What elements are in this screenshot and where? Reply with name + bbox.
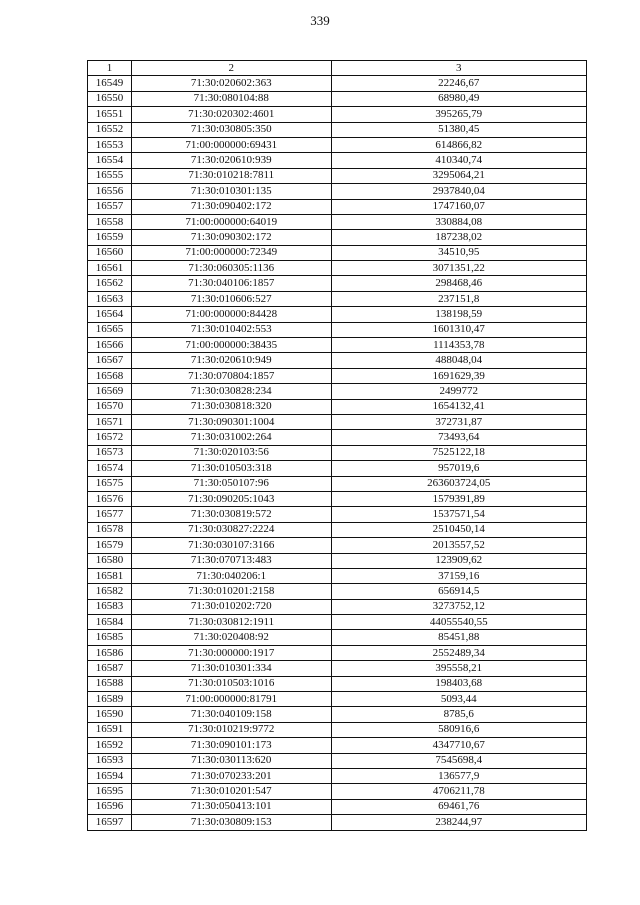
value-cell: 957019,6 [331, 461, 586, 476]
table-row [88, 230, 587, 245]
value-cell: 198403,68 [331, 676, 586, 691]
table-row [88, 615, 587, 630]
table-row [88, 707, 587, 722]
table-row [88, 476, 587, 491]
value-cell: 410340,74 [331, 153, 586, 168]
row-number-cell: 16553 [88, 137, 132, 152]
cadastral-number-cell: 71:30:010503:1016 [131, 676, 331, 691]
value-cell: 330884,08 [331, 214, 586, 229]
row-number-cell: 16560 [88, 245, 132, 260]
cadastral-number-cell: 71:30:030827:2224 [131, 522, 331, 537]
row-number-cell: 16567 [88, 353, 132, 368]
cadastral-number-cell: 71:00:000000:64019 [131, 214, 331, 229]
table-row [88, 491, 587, 506]
row-number-cell: 16587 [88, 661, 132, 676]
value-cell: 73493,64 [331, 430, 586, 445]
value-cell: 123909,62 [331, 553, 586, 568]
value-cell: 2013557,52 [331, 538, 586, 553]
cadastral-number-cell: 71:00:000000:72349 [131, 245, 331, 260]
row-number-cell: 16593 [88, 753, 132, 768]
cadastral-number-cell: 71:00:000000:69431 [131, 137, 331, 152]
row-number-cell: 16551 [88, 107, 132, 122]
value-cell: 237151,8 [331, 291, 586, 306]
cadastral-number-cell: 71:00:000000:84428 [131, 307, 331, 322]
cadastral-number-cell: 71:30:050107:96 [131, 476, 331, 491]
value-cell: 2937840,04 [331, 184, 586, 199]
value-cell: 238244,97 [331, 815, 586, 830]
cadastral-number-cell: 71:30:010201:547 [131, 784, 331, 799]
value-cell: 1654132,41 [331, 399, 586, 414]
value-cell: 263603724,05 [331, 476, 586, 491]
table-row [88, 122, 587, 137]
table-row [88, 599, 587, 614]
table-row [88, 153, 587, 168]
value-cell: 4347710,67 [331, 738, 586, 753]
cadastral-number-cell: 71:30:040206:1 [131, 568, 331, 583]
table-row [88, 91, 587, 106]
row-number-cell: 16580 [88, 553, 132, 568]
cadastral-number-cell: 71:00:000000:81791 [131, 692, 331, 707]
table-row [88, 692, 587, 707]
table-row [88, 445, 587, 460]
value-cell: 44055540,55 [331, 615, 586, 630]
cadastral-number-cell: 71:30:030828:234 [131, 384, 331, 399]
table-row [88, 261, 587, 276]
table-row [88, 199, 587, 214]
table-row [88, 815, 587, 830]
row-number-cell: 16570 [88, 399, 132, 414]
value-cell: 1537571,54 [331, 507, 586, 522]
table-row [88, 184, 587, 199]
value-cell: 1601310,47 [331, 322, 586, 337]
table-row [88, 214, 587, 229]
row-number-cell: 16586 [88, 645, 132, 660]
row-number-cell: 16596 [88, 799, 132, 814]
value-cell: 138198,59 [331, 307, 586, 322]
cadastral-number-cell: 71:30:010301:135 [131, 184, 331, 199]
table-body [88, 76, 587, 830]
table-row [88, 584, 587, 599]
table-row [88, 507, 587, 522]
row-number-cell: 16556 [88, 184, 132, 199]
cadastral-number-cell: 71:30:010201:2158 [131, 584, 331, 599]
cadastral-number-cell: 71:30:010606:527 [131, 291, 331, 306]
table-row [88, 661, 587, 676]
table-row [88, 168, 587, 183]
row-number-cell: 16581 [88, 568, 132, 583]
table-row [88, 307, 587, 322]
value-cell: 51380,45 [331, 122, 586, 137]
table-row [88, 322, 587, 337]
table-row [88, 784, 587, 799]
cadastral-number-cell: 71:30:020610:949 [131, 353, 331, 368]
cadastral-number-cell: 71:30:040106:1857 [131, 276, 331, 291]
cadastral-number-cell: 71:30:030812:1911 [131, 615, 331, 630]
cadastral-number-cell: 71:00:000000:38435 [131, 338, 331, 353]
row-number-cell: 16577 [88, 507, 132, 522]
row-number-cell: 16594 [88, 768, 132, 783]
cadastral-number-cell: 71:30:090301:1004 [131, 414, 331, 429]
value-cell: 395265,79 [331, 107, 586, 122]
row-number-cell: 16557 [88, 199, 132, 214]
cadastral-number-cell: 71:30:090205:1043 [131, 491, 331, 506]
value-cell: 488048,04 [331, 353, 586, 368]
row-number-cell: 16585 [88, 630, 132, 645]
column-header-2: 2 [131, 61, 331, 76]
value-cell: 1579391,89 [331, 491, 586, 506]
cadastral-number-cell: 71:30:050413:101 [131, 799, 331, 814]
cadastral-number-cell: 71:30:020610:939 [131, 153, 331, 168]
cadastral-number-cell: 71:30:000000:1917 [131, 645, 331, 660]
cadastral-number-cell: 71:30:030113:620 [131, 753, 331, 768]
cadastral-number-cell: 71:30:030818:320 [131, 399, 331, 414]
cadastral-number-cell: 71:30:090402:172 [131, 199, 331, 214]
table-row [88, 522, 587, 537]
row-number-cell: 16550 [88, 91, 132, 106]
value-cell: 5093,44 [331, 692, 586, 707]
cadastral-number-cell: 71:30:010503:318 [131, 461, 331, 476]
row-number-cell: 16571 [88, 414, 132, 429]
row-number-cell: 16591 [88, 722, 132, 737]
row-number-cell: 16582 [88, 584, 132, 599]
table-row [88, 414, 587, 429]
value-cell: 85451,88 [331, 630, 586, 645]
cadastral-number-cell: 71:30:020408:92 [131, 630, 331, 645]
value-cell: 1114353,78 [331, 338, 586, 353]
cadastral-number-cell: 71:30:070804:1857 [131, 368, 331, 383]
row-number-cell: 16563 [88, 291, 132, 306]
value-cell: 298468,46 [331, 276, 586, 291]
value-cell: 69461,76 [331, 799, 586, 814]
table-row [88, 799, 587, 814]
row-number-cell: 16589 [88, 692, 132, 707]
cadastral-number-cell: 71:30:030809:153 [131, 815, 331, 830]
table-row [88, 137, 587, 152]
value-cell: 7525122,18 [331, 445, 586, 460]
table-row [88, 722, 587, 737]
cadastral-number-cell: 71:30:040109:158 [131, 707, 331, 722]
table-row [88, 553, 587, 568]
row-number-cell: 16573 [88, 445, 132, 460]
table-row [88, 384, 587, 399]
table-row [88, 538, 587, 553]
table-row [88, 568, 587, 583]
value-cell: 1691629,39 [331, 368, 586, 383]
cadastral-number-cell: 71:30:020602:363 [131, 76, 331, 91]
value-cell: 68980,49 [331, 91, 586, 106]
row-number-cell: 16597 [88, 815, 132, 830]
table-row [88, 291, 587, 306]
cadastral-number-cell: 71:30:070233:201 [131, 768, 331, 783]
value-cell: 22246,67 [331, 76, 586, 91]
cadastral-number-cell: 71:30:010218:7811 [131, 168, 331, 183]
table-row [88, 76, 587, 91]
table-header-row [88, 61, 587, 76]
row-number-cell: 16575 [88, 476, 132, 491]
value-cell: 2510450,14 [331, 522, 586, 537]
value-cell: 614866,82 [331, 137, 586, 152]
value-cell: 8785,6 [331, 707, 586, 722]
value-cell: 2499772 [331, 384, 586, 399]
value-cell: 136577,9 [331, 768, 586, 783]
row-number-cell: 16583 [88, 599, 132, 614]
row-number-cell: 16572 [88, 430, 132, 445]
row-number-cell: 16588 [88, 676, 132, 691]
table-row [88, 630, 587, 645]
cadastral-number-cell: 71:30:010202:720 [131, 599, 331, 614]
cadastral-number-cell: 71:30:090101:173 [131, 738, 331, 753]
table-row [88, 338, 587, 353]
cadastral-number-cell: 71:30:010402:553 [131, 322, 331, 337]
value-cell: 3273752,12 [331, 599, 586, 614]
cadastral-number-cell: 71:30:010301:334 [131, 661, 331, 676]
row-number-cell: 16569 [88, 384, 132, 399]
cadastral-number-cell: 71:30:020103:56 [131, 445, 331, 460]
value-cell: 34510,95 [331, 245, 586, 260]
value-cell: 395558,21 [331, 661, 586, 676]
cadastral-number-cell: 71:30:030805:350 [131, 122, 331, 137]
cadastral-number-cell: 71:30:020302:4601 [131, 107, 331, 122]
row-number-cell: 16564 [88, 307, 132, 322]
column-header-3: 3 [331, 61, 586, 76]
cadastral-value-table [87, 60, 587, 831]
table-row [88, 753, 587, 768]
cadastral-number-cell: 71:30:090302:172 [131, 230, 331, 245]
table-row [88, 368, 587, 383]
page-number: 339 [310, 13, 330, 28]
cadastral-number-cell: 71:30:031002:264 [131, 430, 331, 445]
value-cell: 656914,5 [331, 584, 586, 599]
table-row [88, 645, 587, 660]
cadastral-number-cell: 71:30:030819:572 [131, 507, 331, 522]
row-number-cell: 16549 [88, 76, 132, 91]
row-number-cell: 16554 [88, 153, 132, 168]
row-number-cell: 16578 [88, 522, 132, 537]
column-header-1: 1 [88, 61, 132, 76]
row-number-cell: 16595 [88, 784, 132, 799]
row-number-cell: 16562 [88, 276, 132, 291]
value-cell: 580916,6 [331, 722, 586, 737]
cadastral-number-cell: 71:30:080104:88 [131, 91, 331, 106]
row-number-cell: 16566 [88, 338, 132, 353]
value-cell: 7545698,4 [331, 753, 586, 768]
table-row [88, 768, 587, 783]
row-number-cell: 16574 [88, 461, 132, 476]
value-cell: 3295064,21 [331, 168, 586, 183]
cadastral-number-cell: 71:30:010219:9772 [131, 722, 331, 737]
value-cell: 2552489,34 [331, 645, 586, 660]
table-row [88, 461, 587, 476]
row-number-cell: 16584 [88, 615, 132, 630]
value-cell: 3071351,22 [331, 261, 586, 276]
cadastral-number-cell: 71:30:030107:3166 [131, 538, 331, 553]
value-cell: 4706211,78 [331, 784, 586, 799]
row-number-cell: 16555 [88, 168, 132, 183]
row-number-cell: 16568 [88, 368, 132, 383]
table-row [88, 276, 587, 291]
table-row [88, 399, 587, 414]
row-number-cell: 16552 [88, 122, 132, 137]
table-row [88, 245, 587, 260]
table-row [88, 107, 587, 122]
row-number-cell: 16558 [88, 214, 132, 229]
row-number-cell: 16592 [88, 738, 132, 753]
row-number-cell: 16559 [88, 230, 132, 245]
value-cell: 372731,87 [331, 414, 586, 429]
value-cell: 1747160,07 [331, 199, 586, 214]
table-row [88, 353, 587, 368]
row-number-cell: 16561 [88, 261, 132, 276]
value-cell: 37159,16 [331, 568, 586, 583]
row-number-cell: 16576 [88, 491, 132, 506]
row-number-cell: 16565 [88, 322, 132, 337]
table-row [88, 430, 587, 445]
row-number-cell: 16579 [88, 538, 132, 553]
row-number-cell: 16590 [88, 707, 132, 722]
cadastral-number-cell: 71:30:070713:483 [131, 553, 331, 568]
table-row [88, 738, 587, 753]
cadastral-number-cell: 71:30:060305:1136 [131, 261, 331, 276]
table-row [88, 676, 587, 691]
value-cell: 187238,02 [331, 230, 586, 245]
